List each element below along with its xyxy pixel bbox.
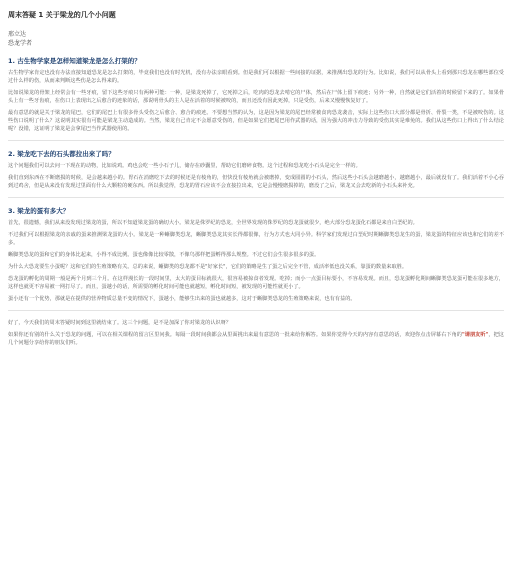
paragraph: 蜥脚类恐龙的蛋和它们的身体比起来，小得不成比例。蛋也像像比较零散，不像鸟那样把蛋孵得那么规整。不过它们会生很多很多的蛋。 [8, 252, 320, 258]
paragraph: 首先，很遗憾，我们从来没发现过梁龙的蛋，所以不知道梁龙蛋的确切大小。梁龙是侏罗纪的恐龙，全世界发现的侏罗纪的恐龙蛋就很少，绝大部分恐龙蛋化石都是来自白垩纪的。 [8, 220, 418, 226]
closing-section [8, 319, 504, 347]
closing-paragraph: 好了，今天我们的周末答疑时间到这里就结束了。这三个问题，是不是加深了你对梁龙的认识呀？ [8, 320, 232, 326]
paragraph: 我们直到东西在不断磨损的时候，是会越来越小的。胃石在消磨吃下去的时候还是有棱角的，但快没有棱角就会被磨掉，变成圆圆的小石头，然后这些小石头会越磨越小，越磨越小，最后就没有了。我们活着不小心吞到过鸡舍，但是从来没有发现过里面有什么大颗粒的硬东西。所以我觉得，恐龙的胃石应该不会直接拉出来，它是会慢慢磨损掉的，磨没了之后，梁龙又会去吃新的小石头来补充。 [8, 175, 504, 189]
section-heading: 2. 梁龙吃下去的石头都拉出来了吗？ [8, 150, 115, 158]
closing-paragraph-share [8, 331, 504, 347]
section-heading: 1. 古生物学家是怎样知道梁龙是怎么打架的？ [8, 57, 141, 65]
paragraph: 蛋小还有一个优势，那就是在提供的营养物质总量不变的情况下，蛋越小，能够生出来的蛋也就越多，这对于蜥脚类恐龙的生殖策略来说，也有有益的。 [8, 296, 356, 302]
section-heading: 3. 梁龙的蛋有多大？ [8, 207, 70, 215]
author-block [8, 30, 504, 48]
paragraph: 最有意思的就是关于梁龙的尾巴，它们的尾巴上有很多骨头受伤之后愈合、愈合的痕迹。不要想当然的认为，这是因为梁龙的尾巴经常被食肉恐龙袭击，实际上这些伤口大部分都是骨折、骨裂一类，不是被咬伤的。这些伤口说明了什么？这说明其实很有可能是梁龙主动造成的。当然，梁龙自己肯定不会愿意受伤的，但是如果它们把尾巴用作武器的话，因为强大的冲击力导致的受伤其实是难免的。我们从这些伤口上得出了什么结论呢？没错，这证明了梁龙是会拿尾巴当作武器使用的。 [8, 110, 504, 132]
paragraph: 比如说梁龙的骨架上经常会有一些牙痕，留下这些牙痕只有两种可能：一种，是梁龙死掉了，它死掉之后，吃肉的恐龙去啃它的尸体，然后在尸体上留下痕迹；另外一种，自然就是它们活着的时候留下来的了。如果骨头上有一些牙齿痕，在伤口上表现出之后愈合的迹象的话，那说明骨头的主人是在活着的时候被咬的，而且还没有因此死掉，只是受伤，后来又慢慢恢复好了。 [8, 90, 504, 104]
author-name: 邢立达 [8, 31, 27, 38]
paragraph: 恐龙蛋的孵化的周期一般是两个月到三个月。在这样漫长的一段时间里，太大的蛋目标就很大，很容易被掠食者发现。吃掉；而小一点蛋目标要小，不容易发现。而且，恐龙蛋孵化期间蜥脚类恐龙蛋可能在很多地方，这样也就更不容易被一网打尽了。而且，蛋越小的话，所需要的孵化时间可能也就越短，孵化时间短，被发现的可能性就更小了。 [8, 276, 504, 290]
paragraph: 不过我们可以根据梁龙的亲戚的蛋来推测梁龙蛋的大小。梁龙是一种蜥脚类恐龙，蜥脚类恐龙其实长得都很像，行为方式也大同小异。科学家们发现过白垩纪时期蜥脚类恐龙生的蛋，梁龙蛋的特征应该也和它们的差不多。 [8, 232, 504, 246]
paragraph: 为什么大恐龙要生小蛋呢？这和它们的生殖策略有关。总的来说，蜥脚类的恐龙都不是"好家长"，它们的策略是生了蛋之后完全不管，成活率低也没关系，靠蛋的数量来取胜。 [8, 264, 408, 270]
author-role: 恐龙学者 [8, 40, 33, 47]
section-divider [8, 197, 504, 198]
share-with-friends-link[interactable]: "请朋友听" [462, 332, 489, 338]
paragraph: 这个问题我们可以去问一下现在的动物，比如说鸡。鸡也会吃一些小石子儿，储存在砂囊里，帮助它们磨碎食物。这个过程和恐龙吃小石头是完全一样的。 [8, 163, 361, 169]
paragraph: 古生物学家肯定也没有办法直接知道恐龙是怎么打架的，毕竟我们也没有时光机，没有办法亲眼看到。但是我们可以根据一些间接的证据，来推测出恐龙的行为。比如说，我们可以从骨头上看到那只恐龙在哪些部位受过什么样的伤，从而来判断这些伤是怎么得来的。 [8, 70, 504, 84]
closing-text: 如果你还有别的什么关于恐龙的问题，可以在相关课程的留言区里问我。每隔一段时间我都会从里面挑出来最有意思的一批来给你解答。如果你觉得今天的内容有意思的话，欢迎你点击屏幕右下角的 [8, 332, 463, 338]
page-title: 周末答疑 1 关于梁龙的几个小问题 [8, 11, 116, 19]
section-divider [8, 310, 504, 311]
section-2 [8, 149, 504, 190]
section-3 [8, 206, 504, 303]
section-1 [8, 56, 504, 133]
section-divider [8, 140, 504, 141]
closing-text: ，把这几个问题分享给你的朋友们听。 [8, 332, 504, 346]
